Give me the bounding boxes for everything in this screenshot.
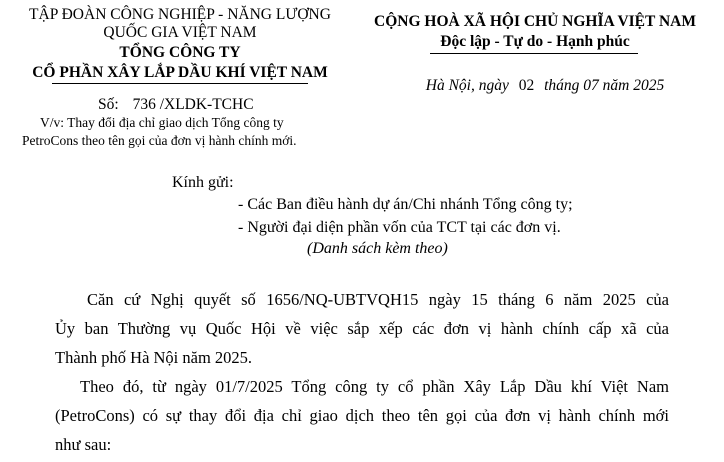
document-date: [380, 77, 710, 95]
national-motto: Độc lập - Tự do - Hạnh phúc: [440, 33, 630, 50]
document-number: [98, 96, 254, 114]
paragraph-line: Căn cứ Nghị quyết số 1656/NQ-UBTVQH15 ngày 15 tháng 6 năm 2025 của: [87, 290, 669, 309]
document-number-prefix: Số:: [98, 96, 119, 113]
recipients-greeting: Kính gửi:: [172, 174, 234, 191]
body-paragraph-2: [55, 372, 669, 459]
paragraph-line: (PetroCons) có sự thay đổi địa chỉ giao dịch theo tên gọi của đơn vị hành chính mới: [55, 406, 669, 425]
paragraph-line: Theo đó, từ ngày 01/7/2025 Tổng công ty cổ phần Xây Lắp Dầu khí Việt Nam: [80, 377, 669, 396]
subject-line2: PetroCons theo tên gọi của đơn vị hành chính mới.: [22, 133, 297, 148]
parent-organization-line2: QUỐC GIA VIỆT NAM: [103, 24, 257, 41]
document-number-value: 736: [132, 96, 156, 113]
company-name-line2: CỔ PHẦN XÂY LẮP DẦU KHÍ VIỆT NAM: [32, 64, 328, 81]
recipient-item: - Người đại diện phần vốn của TCT tại các đơn vị.: [238, 219, 561, 236]
company-name-line1: TỔNG CÔNG TY: [119, 44, 241, 61]
paragraph-line: Thành phố Hà Nội năm 2025.: [55, 348, 253, 367]
document-number-suffix: /XLDK-TCHC: [159, 96, 254, 113]
date-prefix: Hà Nội, ngày: [425, 77, 509, 94]
recipient-item: - Các Ban điều hành dự án/Chi nhánh Tổng công ty;: [238, 196, 573, 213]
date-suffix: tháng 07 năm 2025: [544, 77, 665, 94]
parent-organization-line1: TẬP ĐOÀN CÔNG NGHIỆP - NĂNG LƯỢNG: [29, 6, 331, 23]
company-underline: [52, 83, 308, 84]
motto-underline: [430, 53, 638, 54]
recipients-note: (Danh sách kèm theo): [307, 240, 448, 257]
subject-line1: V/v: Thay đổi địa chỉ giao dịch Tổng công ty: [40, 115, 284, 130]
date-day: 02: [518, 77, 535, 94]
body-paragraph-1: [55, 285, 669, 372]
paragraph-line: như sau:: [55, 435, 112, 454]
national-title: CỘNG HOÀ XÃ HỘI CHỦ NGHĨA VIỆT NAM: [374, 13, 696, 30]
paragraph-line: Ủy ban Thường vụ Quốc Hội về việc sắp xếp các đơn vị hành chính cấp xã của: [55, 319, 669, 338]
